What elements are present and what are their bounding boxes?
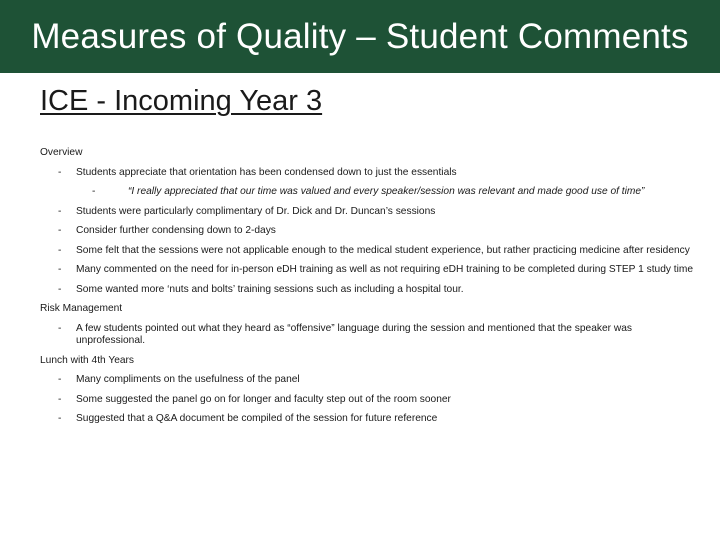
bullet-item [40, 413, 700, 426]
bullet-text: Some wanted more ‘nuts and bolts’ training sessions such as including a hospital tour. [76, 283, 464, 295]
bullet-item [40, 323, 700, 348]
quote-text: “I really appreciated that our time was valued and every speaker/session was relevant and made good use of time” [128, 186, 645, 197]
bullet-item [40, 284, 700, 297]
bullet-item [40, 245, 700, 258]
bullet-text: Suggested that a Q&A document be compiled of the session for future reference [76, 413, 438, 424]
bullet-dash: - [58, 264, 62, 275]
bullet-text: Students were particularly complimentary of Dr. Dick and Dr. Duncan’s sessions [76, 205, 436, 217]
section-heading: Risk Management [40, 303, 123, 314]
section-lunch-4th-years [40, 355, 700, 426]
bullet-dash: - [58, 283, 62, 295]
section-heading: Overview [40, 147, 83, 158]
bullet-dash: - [58, 413, 62, 424]
bullet-text: Students appreciate that orientation has been condensed down to just the essentials [76, 166, 457, 178]
slide-subtitle: ICE - Incoming Year 3 [40, 85, 323, 117]
quote-item [40, 186, 700, 199]
bullet-item [40, 167, 700, 199]
bullet-dash: - [58, 244, 62, 256]
bullet-dash: - [58, 205, 62, 217]
bullet-item [40, 225, 700, 238]
bullet-text: A few students pointed out what they heard as “offensive” language during the session and mentioned that the speaker was unprofessional. [76, 322, 632, 346]
bullet-text: Some felt that the sessions were not applicable enough to the medical student experience, but rather practicing medicine after residency [76, 244, 690, 256]
section-heading: Lunch with 4th Years [40, 354, 135, 366]
bullet-item [40, 206, 700, 219]
bullet-text: Many commented on the need for in-person eDH training as well as not requiring eDH training to be completed during STEP 1 study time [76, 264, 694, 275]
content-body [40, 147, 700, 433]
section-risk-management [40, 303, 700, 348]
bullet-dash: - [58, 393, 62, 405]
bullet-text: Some suggested the panel go on for longer and faculty step out of the room sooner [76, 393, 451, 405]
bullet-list [40, 167, 700, 297]
sub-bullet-list [76, 186, 700, 199]
bullet-item [40, 264, 700, 277]
bullet-list [40, 374, 700, 426]
title-bar [0, 0, 720, 73]
bullet-dash: - [92, 186, 96, 197]
bullet-item [40, 394, 700, 407]
slide-title: Measures of Quality – Student Comments [31, 16, 689, 56]
section-overview [40, 147, 700, 296]
bullet-dash: - [58, 166, 62, 178]
bullet-text: Consider further condensing down to 2-days [76, 225, 276, 236]
bullet-item [40, 374, 700, 387]
bullet-list [40, 323, 700, 348]
bullet-dash: - [58, 225, 62, 236]
bullet-dash: - [58, 374, 62, 385]
bullet-dash: - [58, 322, 62, 334]
bullet-text: Many compliments on the usefulness of the panel [76, 374, 300, 385]
